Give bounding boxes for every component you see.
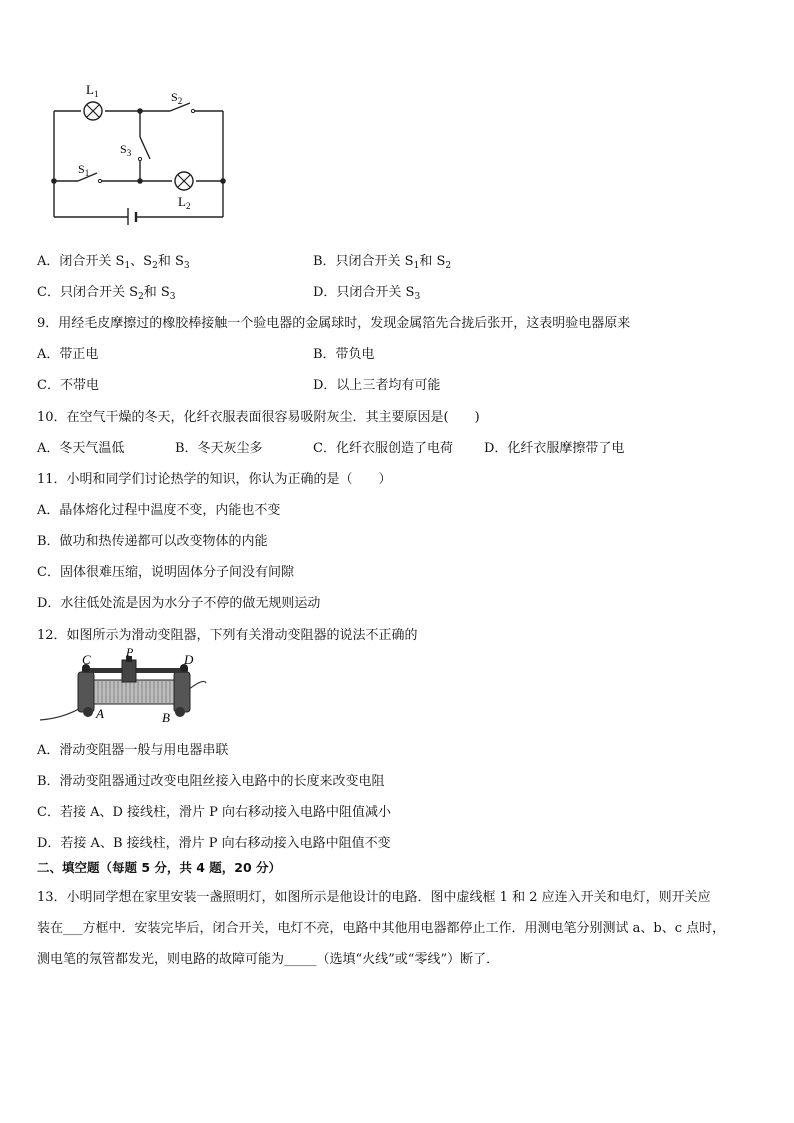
rheostat-label-a: A <box>96 706 104 721</box>
q12-option-d: D．若接 A、B 接线柱，滑片 P 向右移动接入电路中阻值不变 <box>37 836 391 851</box>
q11-option-c: C．固体很难压缩，说明固体分子间没有间隙 <box>37 565 294 580</box>
rheostat-label-c: C <box>82 652 91 667</box>
q9-option-d: D．以上三者均有可能 <box>313 378 441 393</box>
q12-option-b: B．滑动变阻器通过改变电阻丝接入电路中的长度来改变电阻 <box>37 774 385 789</box>
q11-option-b: B．做功和热传递都可以改变物体的内能 <box>37 534 268 549</box>
label-s1: $S_1$ <box>78 162 90 178</box>
q8-option-d: D．只闭合开关 $S_3$ <box>313 285 421 302</box>
q8-option-c: C．只闭合开关 $S_2$和 $S_3$ <box>37 285 176 302</box>
q11-stem: 11．小明和同学们讨论热学的知识，你认为正确的是（ ） <box>37 472 392 487</box>
lamp-l1-icon <box>84 102 102 120</box>
rheostat-label-b: B <box>162 710 170 725</box>
label-s2: $S_2$ <box>171 90 183 106</box>
rheostat-label-p: P <box>126 648 134 659</box>
q11-option-a: A．晶体熔化过程中温度不变，内能也不变 <box>37 503 281 518</box>
q9-stem: 9．用经毛皮摩擦过的橡胶棒接触一个验电器的金属球时，发现金属箔先合拢后张开，这表明验电器原来 <box>37 316 631 331</box>
q8-option-b: B．只闭合开关 $S_1$和 $S_2$ <box>313 254 452 271</box>
q10-stem: 10．在空气干燥的冬天，化纤衣服表面很容易吸附灰尘．其主要原因是( ) <box>37 410 480 425</box>
label-l2: $L_2$ <box>178 194 191 211</box>
label-s3: $S_3$ <box>120 142 132 158</box>
q8-option-a: A．闭合开关 $S_1$、$S_2$和 $S_3$ <box>37 254 190 271</box>
q9-option-a: A．带正电 <box>37 347 99 362</box>
q10-option-c: C．化纤衣服创造了电荷 <box>313 441 453 456</box>
q9-option-c: C．不带电 <box>37 378 99 393</box>
q12-option-c: C．若接 A、D 接线柱，滑片 P 向右移动接入电路中阻值减小 <box>37 805 392 820</box>
q9-option-b: B．带负电 <box>313 347 375 362</box>
section-title: 二、填空题（每题 5 分，共 4 题，20 分） <box>37 860 282 875</box>
q13-line-2: 装在___方框中．安装完毕后，闭合开关，电灯不亮，电路中其他用电器都停止工作．用测电笔分别测试 a、b、c 点时， <box>37 921 726 936</box>
q12-option-a: A．滑动变阻器一般与用电器串联 <box>37 743 229 758</box>
q10-option-a: A．冬天气温低 <box>37 441 125 456</box>
q13-line-1: 13．小明同学想在家里安装一盏照明灯，如图所示是他设计的电路．图中虚线框 1 和 2 应连入开关和电灯，则开关应 <box>37 890 711 905</box>
rheostat-label-d: D <box>184 652 194 667</box>
circuit-diagram <box>40 75 240 225</box>
q10-option-d: D．化纤衣服摩擦带了电 <box>484 441 625 456</box>
q12-stem: 12．如图所示为滑动变阻器，下列有关滑动变阻器的说法不正确的 <box>37 628 418 643</box>
q10-option-b: B．冬天灰尘多 <box>175 441 263 456</box>
q13-line-3: 测电笔的氖管都发光，则电路的故障可能为_____（选填“火线”或“零线”）断了． <box>37 952 500 967</box>
lamp-l2-icon <box>175 172 193 190</box>
q11-option-d: D．水往低处流是因为水分子不停的做无规则运动 <box>37 596 321 611</box>
label-l1: $L_1$ <box>86 82 99 99</box>
rheostat-illustration <box>38 648 208 730</box>
